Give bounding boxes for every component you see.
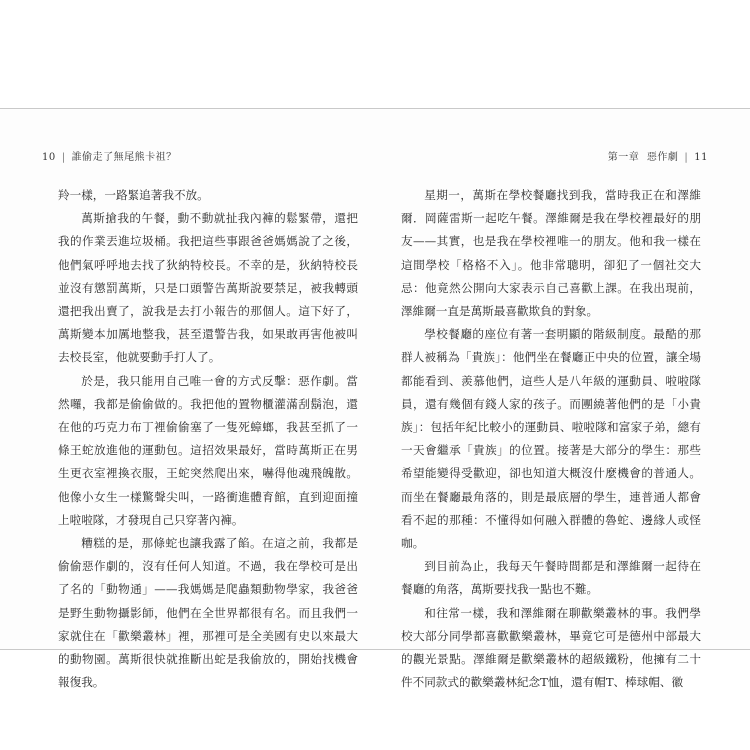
chapter-title: 惡作劇	[646, 152, 679, 163]
paragraph: 萬斯搶我的午餐，動不動就扯我內褲的鬆緊帶，還把我的作業丟進垃圾桶。我把這些事跟爸爸媽媽說了之後，他們氣呼呼地去找了狄納特校長。不幸的是，狄納特校長並沒有懲罰萬斯，只是口頭警告萬斯說要禁足，被我轉頭還把我出賣了，說我是去打小報告的那個人。這下好了，萬斯變本加厲地整我，甚至還警告我，如果敢再害他被叫去校長室，他就要動手打人了。	[58, 211, 358, 365]
chapter-label: 第一章	[607, 152, 640, 163]
left-page-body	[58, 184, 358, 694]
paragraph: 到目前為止，我每天午餐時間都是和澤維爾一起待在餐廳的角落，萬斯要找我一點也不難。	[401, 559, 701, 597]
paragraph: 星期一，萬斯在學校餐廳找到我，當時我正在和澤維爾．岡薩雷斯一起吃午餐。澤維爾是我在學校裡最好的朋友——其實，也是我在學校裡唯一的朋友。他和我一樣在這間學校「格格不入」。他非常聰明，卻犯了一個社交大忌：他竟然公開向大家表示自己喜歡上課。在我出現前，澤維爾一直是萬斯最喜歡欺負的對象。	[401, 188, 701, 319]
book-title: 誰偷走了無尾熊卡祖？	[71, 152, 177, 163]
paragraph: 羚一樣，一路緊追著我不放。	[58, 188, 209, 202]
header-divider: |	[684, 152, 689, 163]
right-page-header	[608, 148, 708, 163]
paragraph: 和往常一樣，我和澤維爾在聊歡樂叢林的事。我們學校大部分同學都喜歡歡樂叢林，畢竟它可是德州中部最大的觀光景點。澤維爾是歡樂叢林的超級鐵粉，他擁有二十件不同款式的歡樂叢林紀念T恤，還有帽T、棒球帽、徽	[401, 605, 701, 690]
left-page-header	[42, 148, 177, 163]
header-divider: |	[61, 152, 66, 163]
right-page-body	[401, 184, 701, 694]
paragraph: 糟糕的是，那條蛇也讓我露了餡。在這之前，我都是偷偷惡作劇的，沒有任何人知道。不過，我在學校可是出了名的「動物通」——我媽媽是爬蟲類動物學家，我爸爸是野生動物攝影師，他們在全世界都很有名。而且我們一家就住在「歡樂叢林」裡，那裡可是全美國有史以來最大的動物園。萬斯很快就推斷出蛇是我偷放的，開始找機會報復我。	[58, 536, 358, 690]
left-page-number: 10	[42, 152, 56, 163]
paragraph: 於是，我只能用自己唯一會的方式反擊：惡作劇。當然囉，我都是偷偷做的。我把他的置物櫃灌滿刮鬍泡，還在他的巧克力布丁裡偷偷塞了一隻死蟑螂，我甚至抓了一條王蛇放進他的運動包。這招效果最好，當時萬斯正在男生更衣室裡換衣服，王蛇突然爬出來，嚇得他魂飛魄散。他像小女生一樣驚聲尖叫，一路衝進體育館，直到迎面撞上啦啦隊，才發現自己只穿著內褲。	[58, 373, 358, 527]
paragraph: 學校餐廳的座位有著一套明顯的階級制度。最酷的那群人被稱為「貴族」：他們坐在餐廳正中央的位置，讓全場都能看到、羨慕他們，這些人是八年級的運動員、啦啦隊員，還有幾個有錢人家的孩子。而團繞著他們的是「小貴族」：包括年紀比較小的運動員、啦啦隊和富家子弟，總有一天會繼承「貴族」的位置。接著是大部分的學生：那些希望能變得受歡迎，卻也知道大概沒什麼機會的普通人。而坐在餐廳最角落的，則是最底層的學生，連普通人都會看不起的那種：不懂得如何融入群體的魯蛇、邊緣人或怪咖。	[401, 327, 701, 551]
right-page-number: 11	[694, 152, 708, 163]
